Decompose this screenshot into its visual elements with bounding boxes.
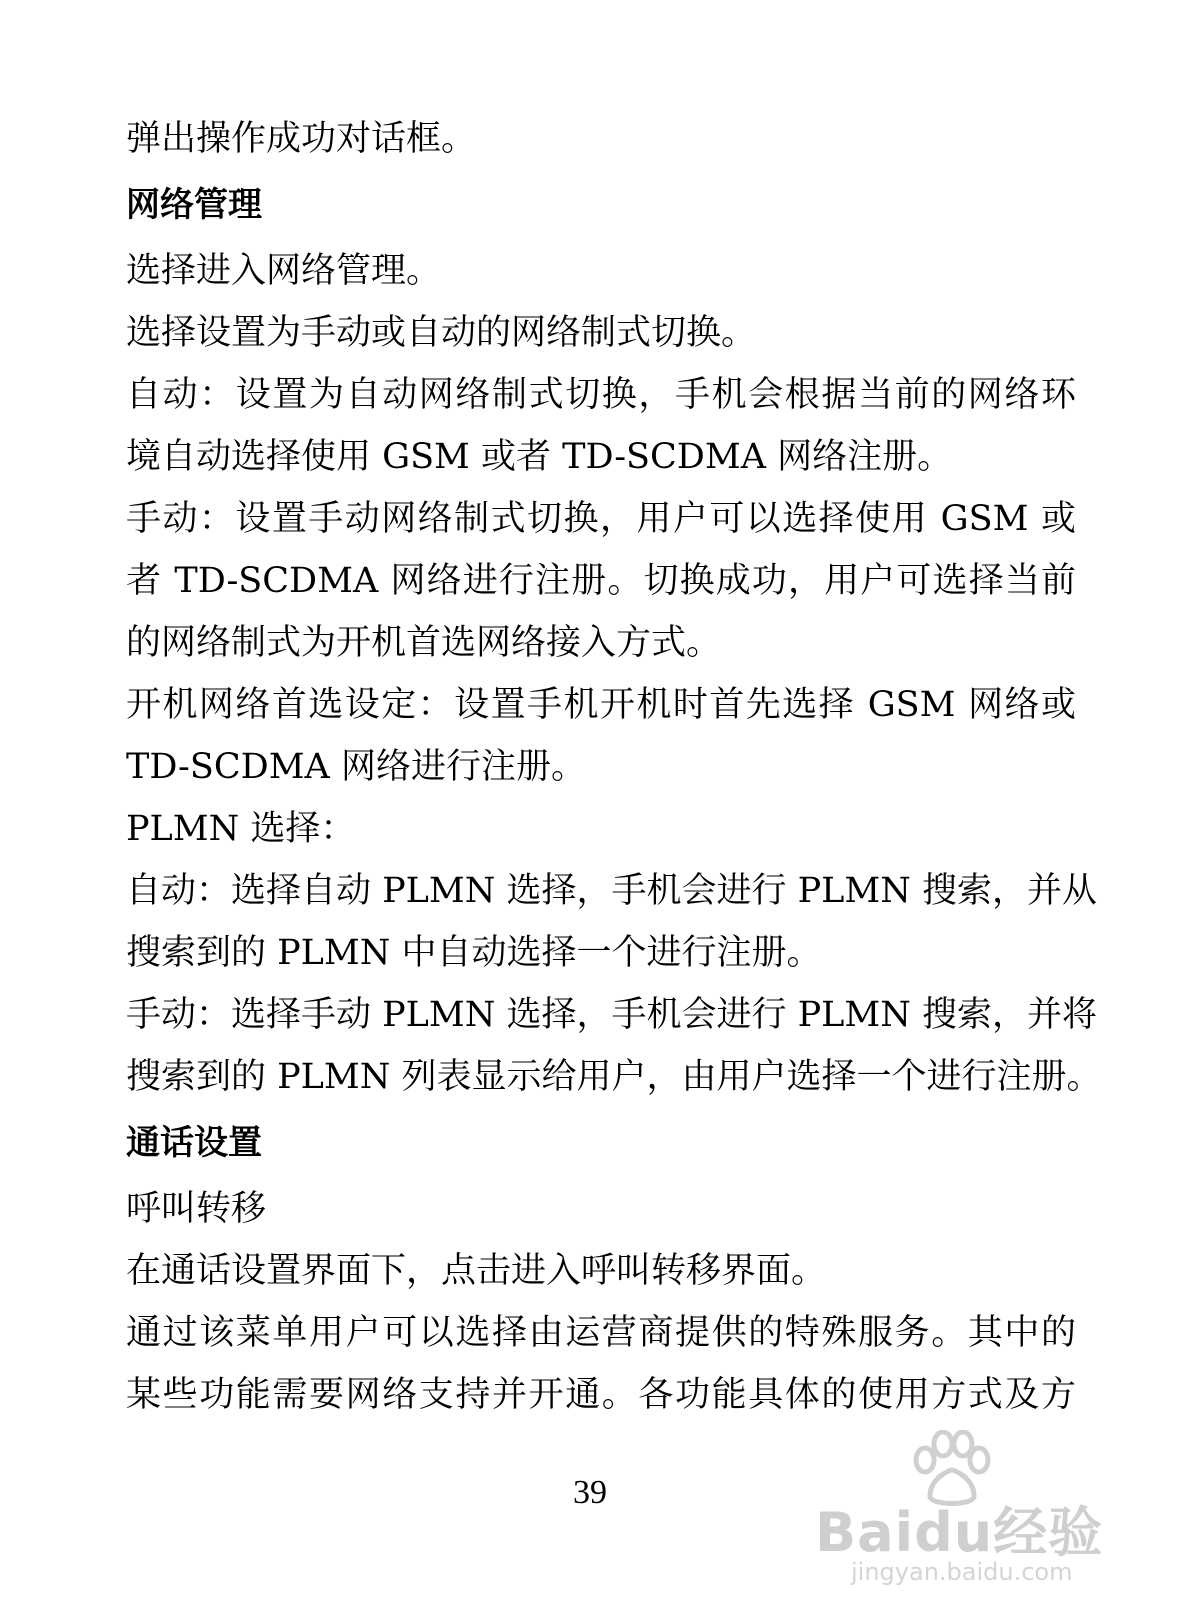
- paragraph-line: 选择设置为手动或自动的网络制式切换。: [126, 313, 757, 353]
- document-body: [126, 108, 1102, 1426]
- paragraph-line: 在通话设置界面下，点击进入呼叫转移界面。: [126, 1251, 827, 1291]
- paragraph-line: PLMN 选择：: [126, 809, 356, 849]
- paragraph-line: 搜索到的 PLMN 列表显示给用户，由用户选择一个进行注册。: [126, 1057, 1102, 1097]
- paragraph-line: 通过该菜单用户可以选择由运营商提供的特殊服务。其中的: [126, 1313, 1076, 1353]
- paragraph-line: 境自动选择使用 GSM 或者 TD-SCDMA 网络注册。: [126, 437, 953, 477]
- paragraph-line: 手动：选择手动 PLMN 选择，手机会进行 PLMN 搜索，并将: [126, 995, 1098, 1035]
- paragraph-line: 自动：设置为自动网络制式切换，手机会根据当前的网络环: [126, 375, 1076, 415]
- page-number: 39: [573, 1474, 607, 1511]
- paragraph-line: 的网络制式为开机首选网络接入方式。: [126, 623, 722, 663]
- baidu-watermark: [815, 1430, 1115, 1600]
- paragraph-line: 呼叫转移: [126, 1189, 267, 1229]
- watermark-logo: Baidu经验: [815, 1501, 1104, 1564]
- paragraph-line: 者 TD-SCDMA 网络进行注册。切换成功，用户可选择当前: [126, 561, 1076, 601]
- watermark-url: jingyan.baidu.com: [851, 1558, 1073, 1586]
- paragraph-line: 搜索到的 PLMN 中自动选择一个进行注册。: [126, 933, 822, 973]
- section-heading-call-settings: 通话设置: [126, 1123, 262, 1163]
- paragraph-line: 弹出操作成功对话框。: [126, 119, 477, 159]
- paragraph-line: 开机网络首选设定：设置手机开机时首先选择 GSM 网络或: [126, 685, 1076, 725]
- section-heading-network: 网络管理: [126, 185, 262, 225]
- paragraph-line: TD-SCDMA 网络进行注册。: [126, 747, 586, 787]
- paragraph-line: 某些功能需要网络支持并开通。各功能具体的使用方式及方: [126, 1375, 1076, 1415]
- paragraph-line: 自动：选择自动 PLMN 选择，手机会进行 PLMN 搜索，并从: [126, 871, 1098, 911]
- paragraph-line: 选择进入网络管理。: [126, 251, 442, 291]
- paragraph-line: 手动：设置手动网络制式切换，用户可以选择使用 GSM 或: [126, 499, 1076, 539]
